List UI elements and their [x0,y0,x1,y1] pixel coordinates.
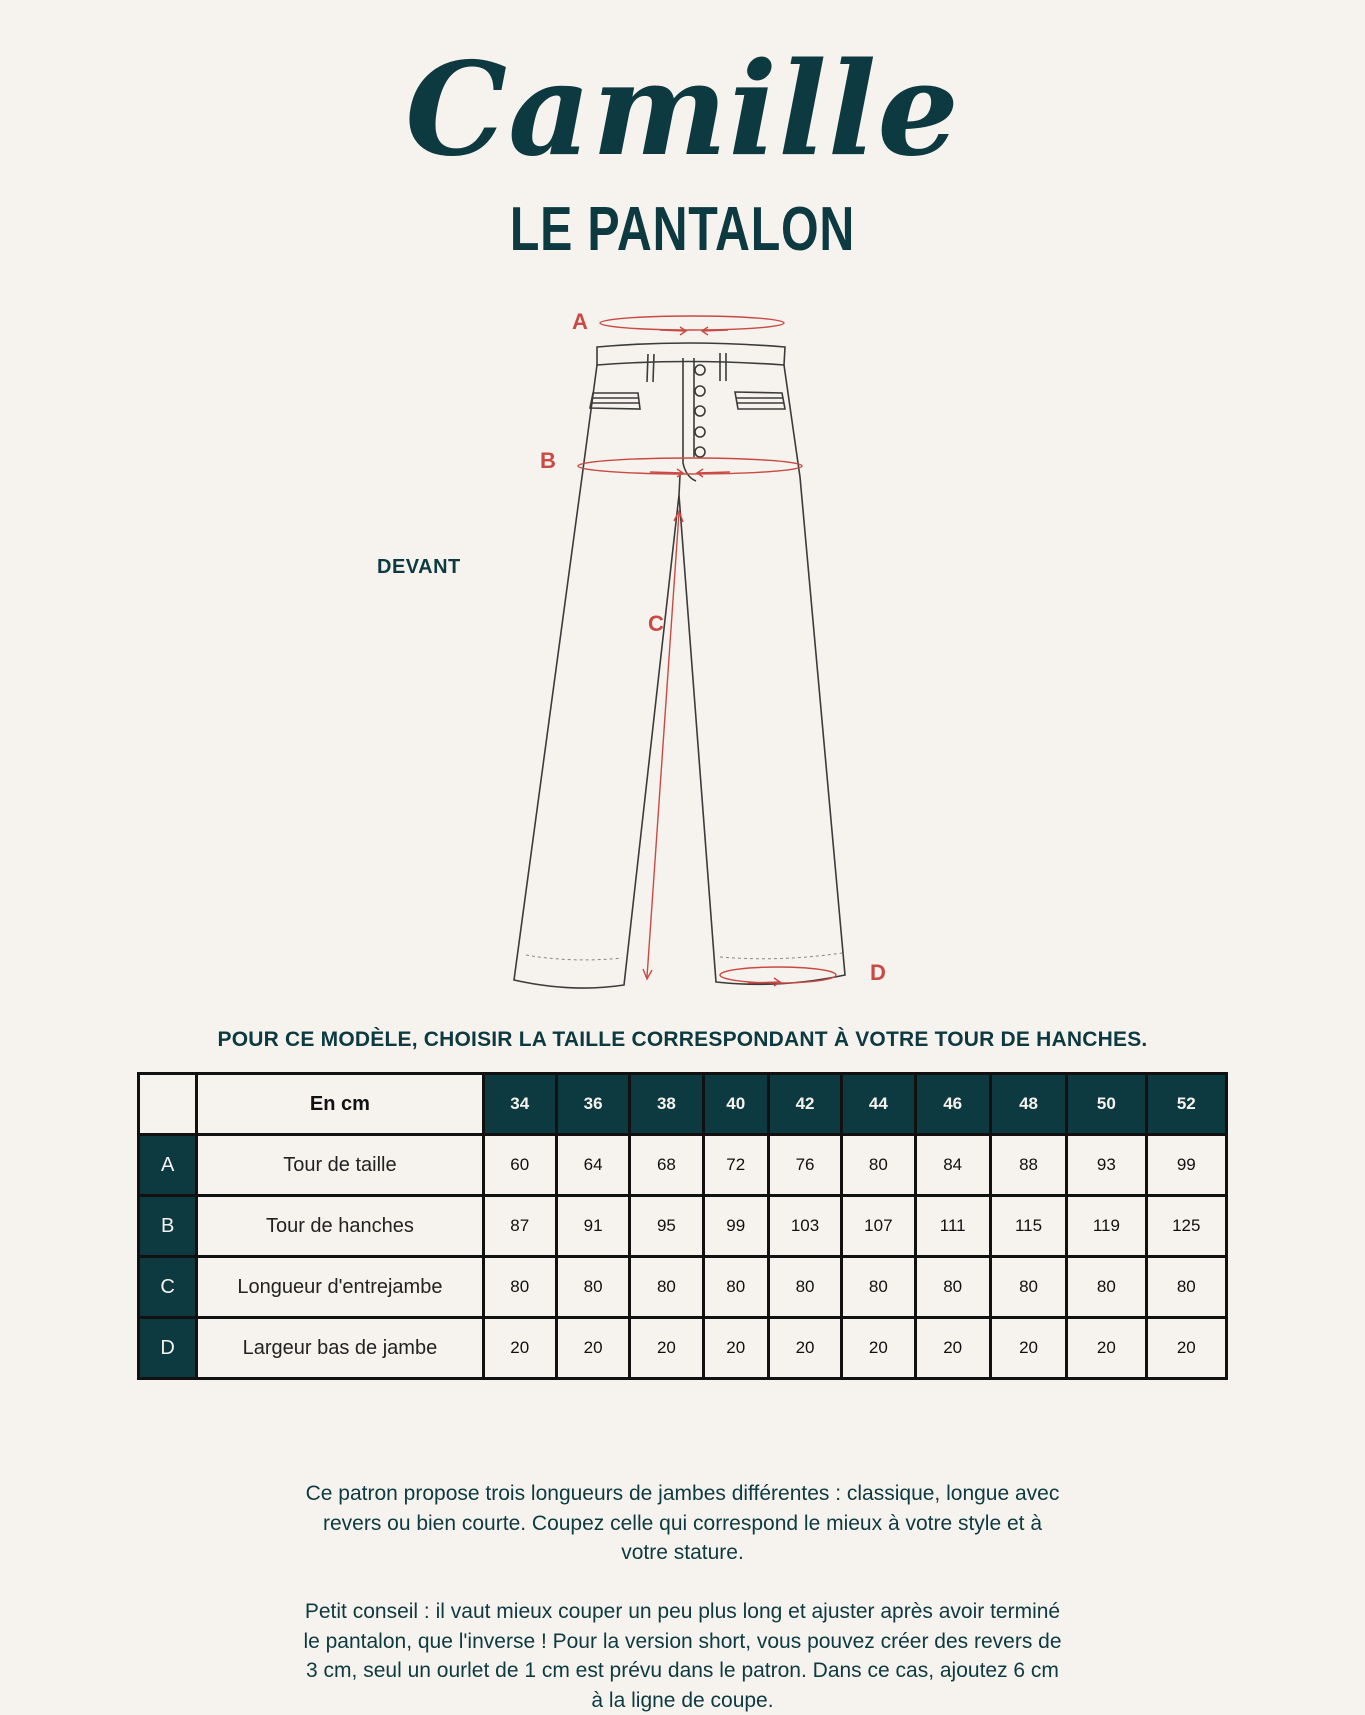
size-42: 42 [768,1074,841,1135]
table-cell: 84 [915,1135,990,1196]
button-icons [695,365,705,457]
table-cell: 103 [768,1196,841,1257]
table-cell: 20 [483,1318,556,1379]
table-cell: 20 [842,1318,915,1379]
marker-d: D [870,960,886,985]
trousers-diagram [500,295,900,1005]
table-row [139,1196,1227,1257]
table-cell: 107 [842,1196,915,1257]
table-row [139,1135,1227,1196]
size-36: 36 [556,1074,629,1135]
table-cell: 87 [483,1196,556,1257]
marker-c: C [648,611,664,636]
length-options-paragraph: Ce patron propose trois longueurs de jambes différentes : classique, longue avec revers ou bien courte. Coupez celle qui correspond le mieux à votre style et à votre stature. [305,1482,1060,1564]
row-label: Longueur d'entrejambe [197,1257,483,1318]
row-key: C [139,1257,197,1318]
measure-lines [578,316,836,986]
size-52: 52 [1146,1074,1226,1135]
table-cell: 99 [1146,1135,1226,1196]
marker-b: B [540,448,556,473]
row-key: B [139,1196,197,1257]
row-label: Tour de hanches [197,1196,483,1257]
table-cell: 111 [915,1196,990,1257]
pattern-title: Camille [405,35,960,185]
table-cell: 20 [630,1318,703,1379]
unit-label: En cm [197,1074,483,1135]
table-cell: 68 [630,1135,703,1196]
table-cell: 115 [990,1196,1066,1257]
table-cell: 125 [1146,1196,1226,1257]
table-cell: 93 [1067,1135,1146,1196]
table-cell: 60 [483,1135,556,1196]
table-cell: 80 [483,1257,556,1318]
table-cell: 76 [768,1135,841,1196]
size-48: 48 [990,1074,1066,1135]
table-cell: 119 [1067,1196,1146,1257]
size-46: 46 [915,1074,990,1135]
table-cell: 80 [768,1257,841,1318]
table-cell: 80 [842,1257,915,1318]
table-cell: 20 [990,1318,1066,1379]
table-cell: 99 [703,1196,768,1257]
table-cell: 72 [703,1135,768,1196]
table-cell: 20 [768,1318,841,1379]
size-44: 44 [842,1074,915,1135]
table-cell: 20 [556,1318,629,1379]
pattern-subtitle: LE PANTALON [509,195,856,264]
row-label: Tour de taille [197,1135,483,1196]
table-cell: 80 [556,1257,629,1318]
table-cell: 91 [556,1196,629,1257]
trousers-outline [514,343,845,988]
size-header-row [139,1074,1227,1135]
size-40: 40 [703,1074,768,1135]
table-cell: 80 [1146,1257,1226,1318]
table-cell: 64 [556,1135,629,1196]
table-cell: 20 [915,1318,990,1379]
row-label: Largeur bas de jambe [197,1318,483,1379]
table-corner [139,1074,197,1135]
table-cell: 80 [630,1257,703,1318]
table-cell: 80 [990,1257,1066,1318]
advice-paragraph: Petit conseil : il vaut mieux couper un peu plus long et ajuster après avoir terminé le pantalon, que l'inverse ! Pour la version short, vous pouvez créer des revers de 3 cm, seul un ourlet de 1 cm est prévu dans le patron. Dans ce cas, ajoutez 6 cm à la ligne de coupe. [303,1600,1062,1712]
table-cell: 20 [703,1318,768,1379]
view-label: DEVANT [377,556,461,578]
table-cell: 88 [990,1135,1066,1196]
row-key: D [139,1318,197,1379]
table-cell: 20 [1067,1318,1146,1379]
size-34: 34 [483,1074,556,1135]
size-chart-table [137,1072,1228,1380]
table-cell: 95 [630,1196,703,1257]
size-38: 38 [630,1074,703,1135]
table-cell: 80 [915,1257,990,1318]
table-row [139,1318,1227,1379]
measure-markers [540,309,886,985]
row-key: A [139,1135,197,1196]
table-cell: 20 [1146,1318,1226,1379]
marker-a: A [572,309,588,334]
size-50: 50 [1067,1074,1146,1135]
table-cell: 80 [1067,1257,1146,1318]
size-advice: POUR CE MODÈLE, CHOISIR LA TAILLE CORRESPONDANT À VOTRE TOUR DE HANCHES. [217,1028,1148,1051]
table-row [139,1257,1227,1318]
table-cell: 80 [842,1135,915,1196]
table-cell: 80 [703,1257,768,1318]
